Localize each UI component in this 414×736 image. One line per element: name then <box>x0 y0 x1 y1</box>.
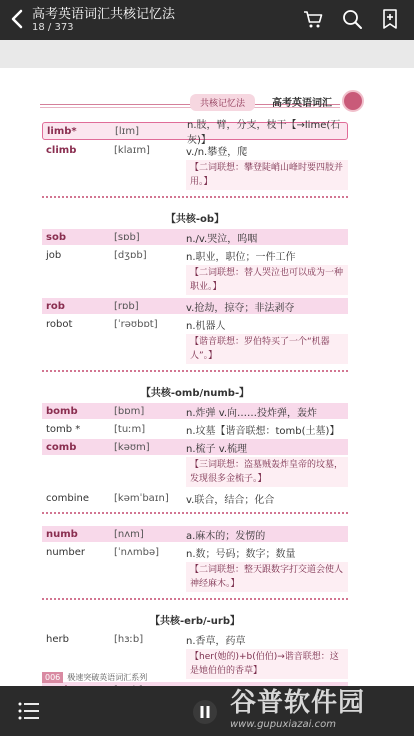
bookmark-add-icon[interactable] <box>379 8 401 30</box>
header-tag: 共核记忆法 <box>190 94 255 111</box>
series-name: 极速突破英语词汇系列 <box>67 673 148 682</box>
word-row[interactable] <box>42 421 348 437</box>
top-app-bar <box>0 0 414 40</box>
phonetic: [kəʊm] <box>114 441 150 453</box>
phonetic: [hɜːb] <box>114 633 144 645</box>
meaning: v.联合，结合；化合 <box>186 494 275 506</box>
meaning: a.麻木的；发愣的 <box>186 530 266 542</box>
word-row[interactable] <box>42 526 348 542</box>
section-divider <box>42 370 348 380</box>
site-watermark <box>230 682 410 736</box>
word-row[interactable] <box>42 490 348 506</box>
book-logo-icon <box>342 90 364 112</box>
meaning: n.梳子 v.梳理 <box>186 443 248 455</box>
meaning: v.抢劫，掠夺；非法剥夺 <box>186 302 295 314</box>
word-row[interactable] <box>42 544 348 560</box>
word: bomb <box>46 405 78 417</box>
phonetic: [dʒɒb] <box>114 249 147 261</box>
group-title: 【共核-erb/-urb】 <box>149 616 241 627</box>
header-book-title: 高考英语词汇 <box>272 98 332 109</box>
book-page <box>0 68 414 696</box>
memory-note: 【二词联想：整天跟数字打交道会使人神经麻木。】 <box>186 562 348 592</box>
page-number: 006 <box>42 672 63 683</box>
meaning: v./n.攀登，爬 <box>186 146 248 158</box>
group-title: 【共核-ob】 <box>165 214 225 225</box>
memory-note: 【谐音联想：罗伯特买了一个“机器人”。】 <box>186 334 348 364</box>
page-footer <box>42 672 147 686</box>
word-row[interactable] <box>42 403 348 419</box>
memory-note: 【二词联想：攀登陡峭山峰时要四肢并用。】 <box>186 160 348 190</box>
word-row[interactable] <box>42 298 348 314</box>
phonetic: [sɒb] <box>114 231 140 243</box>
meaning: n.机器人 <box>186 320 226 332</box>
word: herb <box>46 633 69 645</box>
meaning: n.坟墓【谐音联想：tomb(土墓)】 <box>186 425 340 437</box>
document-title: 高考英语词汇共核记忆法 <box>32 7 176 22</box>
watermark-cn: 谷普软件园 <box>230 688 366 718</box>
word-row[interactable] <box>42 229 348 245</box>
search-icon[interactable] <box>341 8 363 30</box>
phonetic: [kəmˈbaɪn] <box>114 492 169 504</box>
word: rob <box>46 300 65 312</box>
book-header <box>40 90 366 114</box>
meaning: n.职业，职位；一件工作 <box>186 251 296 263</box>
word: comb <box>46 441 77 453</box>
word-row[interactable] <box>42 120 348 146</box>
pause-icon[interactable] <box>192 699 218 725</box>
page-indicator: 18 / 373 <box>32 22 74 33</box>
phonetic: [rɒb] <box>114 300 139 312</box>
word: climb <box>46 144 77 156</box>
word: number <box>46 546 86 558</box>
chevron-left-icon[interactable] <box>10 9 24 29</box>
word-row[interactable] <box>42 631 348 647</box>
page-viewer[interactable] <box>0 40 414 686</box>
word: combine <box>46 492 89 504</box>
memory-note: 【her(她的)+b(伯伯)→谐音联想：这是她伯伯的香草】 <box>186 649 348 679</box>
word: sob <box>46 231 66 243</box>
vocabulary-list <box>42 122 348 700</box>
word: job <box>46 249 62 261</box>
memory-note: 【二词联想：替人哭泣也可以成为一种职业。】 <box>186 265 348 295</box>
phonetic: [ˈnʌmbə] <box>114 546 160 558</box>
word: numb <box>46 528 78 540</box>
word-row[interactable] <box>42 316 348 332</box>
group-title: 【共核-omb/numb-】 <box>140 388 250 399</box>
cart-icon[interactable] <box>302 8 324 30</box>
phonetic: [klaɪm] <box>114 144 150 156</box>
word-row[interactable] <box>42 247 348 263</box>
word-row[interactable] <box>42 439 348 455</box>
phonetic: [bɒm] <box>114 405 145 417</box>
meaning: n.炸弹 v.向……投炸弹，轰炸 <box>186 407 318 419</box>
phonetic: [nʌm] <box>114 528 144 540</box>
memory-note: 【三词联想：盗墓贼轰炸皇帝的坟墓，发现很多金梳子。】 <box>186 457 348 487</box>
section-divider <box>42 598 348 608</box>
phonetic: [tuːm] <box>114 423 146 435</box>
phonetic: [ˈrəʊbɒt] <box>114 318 158 330</box>
phonetic: [lɪm] <box>115 125 140 137</box>
meaning: n./v.哭泣，呜咽 <box>186 233 258 245</box>
word: robot <box>46 318 73 330</box>
meaning: n.数；号码；数字；数量 <box>186 548 296 560</box>
menu-list-icon[interactable] <box>18 701 40 721</box>
meaning: n.香草，药草 <box>186 635 246 647</box>
watermark-url: www.gupuxiazai.com <box>230 719 336 730</box>
section-divider <box>42 512 348 522</box>
word-row[interactable] <box>42 142 348 158</box>
word: limb* <box>47 125 77 137</box>
meaning: n.肢，臂，分支，枝干【→lime(石灰)】 <box>187 120 341 146</box>
section-divider <box>42 196 348 206</box>
word: tomb * <box>46 423 81 435</box>
